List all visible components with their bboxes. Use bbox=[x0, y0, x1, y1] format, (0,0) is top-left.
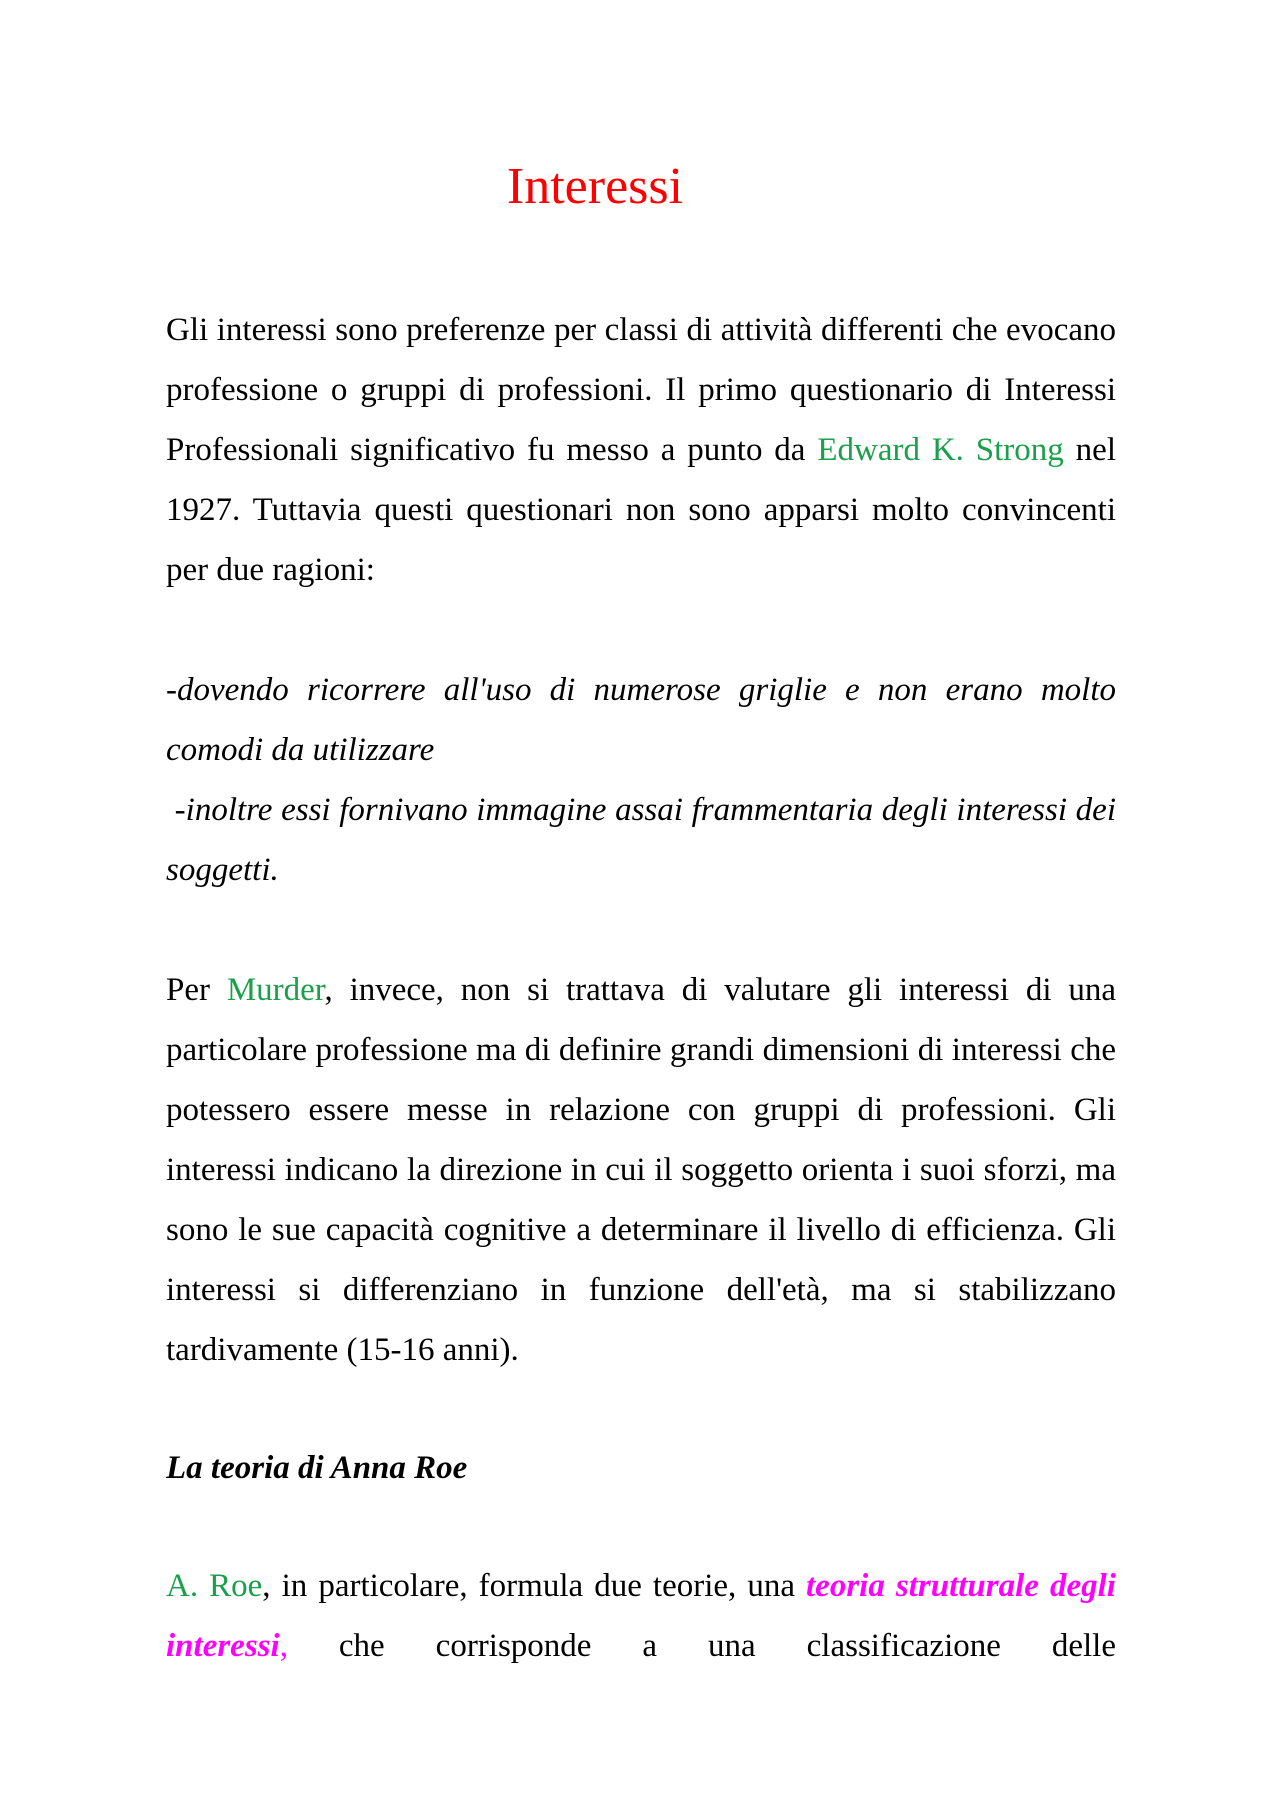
spacer bbox=[166, 600, 1116, 660]
intro-paragraph bbox=[166, 300, 1116, 600]
spacer bbox=[166, 900, 1116, 960]
spacer bbox=[166, 1498, 1116, 1556]
author-name-murder: Murder bbox=[226, 972, 325, 1008]
intro-text-end: nel 1927. Tuttavia questi questionari non sono apparsi molto convincenti per due ragioni: bbox=[166, 432, 1116, 588]
intro-text-start: Gli interessi sono preferenze per classi di attività differenti che evocano professione o gruppi di professioni. Il primo questionario di Interessi Professionali significativo fu messo a punto da bbox=[166, 312, 1116, 468]
document-body bbox=[166, 300, 1125, 1676]
murder-paragraph bbox=[166, 960, 1116, 1380]
page-title: Interessi bbox=[506, 158, 684, 215]
spacer bbox=[166, 1380, 1116, 1438]
roe-text-end: che corrisponde a una classificazione delle bbox=[287, 1628, 1116, 1664]
author-name-strong: Edward K. Strong bbox=[817, 432, 1064, 468]
reason-item-1: -dovendo ricorrere all'uso di numerose griglie e non erano molto comodi da utilizzare bbox=[166, 672, 1116, 768]
author-name-roe: A. Roe bbox=[166, 1568, 263, 1604]
section-heading: La teoria di Anna Roe bbox=[166, 1450, 468, 1486]
reason-item-2: -inoltre essi fornivano immagine assai frammentaria degli interessi dei soggetti. bbox=[166, 792, 1125, 888]
murder-text-end: , invece, non si trattava di valutare gli interessi di una particolare professione ma di definire grandi dimensioni di interessi che potessero essere messe in relazione con gruppi di professioni. Gli interessi indicano la direzione in cui il soggetto orienta i suoi sforzi, ma sono le sue capacità cognitive a determinare il livello di efficienza. Gli interessi si differenziano in funzione dell'età, ma si stabilizzano tardivamente (15-16 anni). bbox=[166, 972, 1116, 1368]
highlight-theory: teoria strutturale degli interessi bbox=[166, 1568, 1116, 1664]
roe-text-start: , in particolare, formula due teorie, una bbox=[262, 1568, 807, 1604]
roe-paragraph bbox=[166, 1556, 1116, 1676]
highlight-comma: , bbox=[279, 1628, 288, 1664]
murder-text-start: Per bbox=[166, 972, 227, 1008]
